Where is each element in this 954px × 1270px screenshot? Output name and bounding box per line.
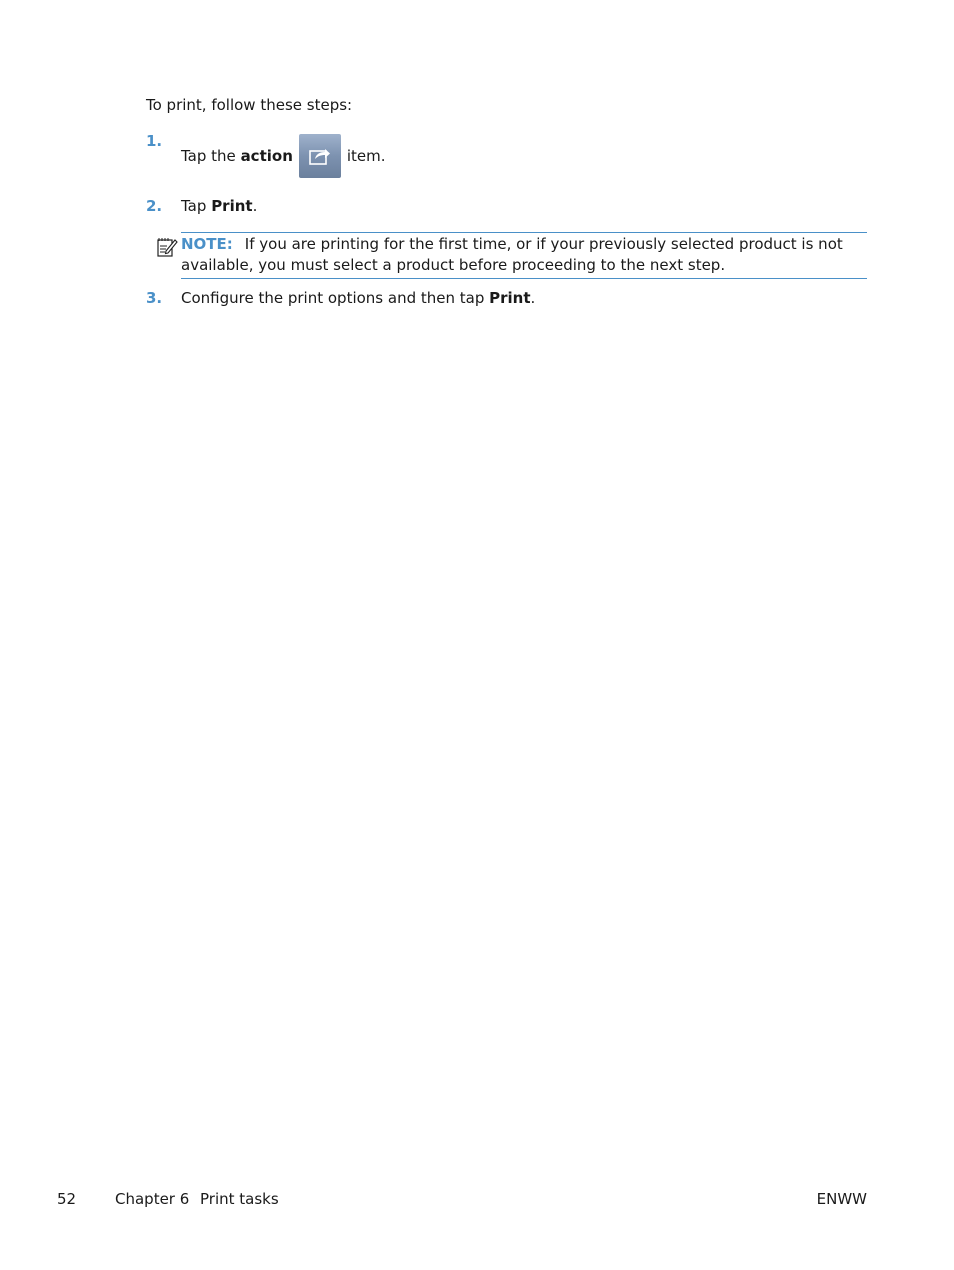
step-number: 2.	[146, 197, 163, 215]
share-action-icon	[299, 134, 341, 178]
step-text-bold: Print	[489, 289, 531, 307]
note-box	[181, 232, 867, 279]
step-number: 1.	[146, 132, 163, 150]
step-text-post: item.	[346, 147, 386, 165]
step-number: 3.	[146, 289, 163, 307]
note-label: NOTE:	[181, 235, 233, 253]
footer-chapter: Chapter 6	[115, 1190, 190, 1208]
step-text	[181, 288, 535, 308]
step-text-bold: Print	[211, 197, 253, 215]
footer-locale-code: ENWW	[816, 1190, 867, 1208]
step-text-pre: Tap	[181, 197, 207, 215]
note-pencil-icon	[156, 236, 178, 258]
step-text-pre: Tap the	[181, 147, 236, 165]
footer-page-number: 52	[57, 1190, 77, 1208]
step-text-post: .	[530, 289, 536, 307]
step-text-bold: action	[240, 147, 293, 165]
step-text	[181, 134, 386, 178]
step-text-post: .	[252, 197, 258, 215]
footer-chapter-title: Print tasks	[200, 1190, 279, 1208]
intro-text: To print, follow these steps:	[146, 96, 353, 114]
step-text-pre: Configure the print options and then tap	[181, 289, 485, 307]
note-text: If you are printing for the first time, or if your previously selected product is not available, you must select a product before proceeding to the next step.	[181, 235, 843, 274]
step-text	[181, 196, 257, 216]
